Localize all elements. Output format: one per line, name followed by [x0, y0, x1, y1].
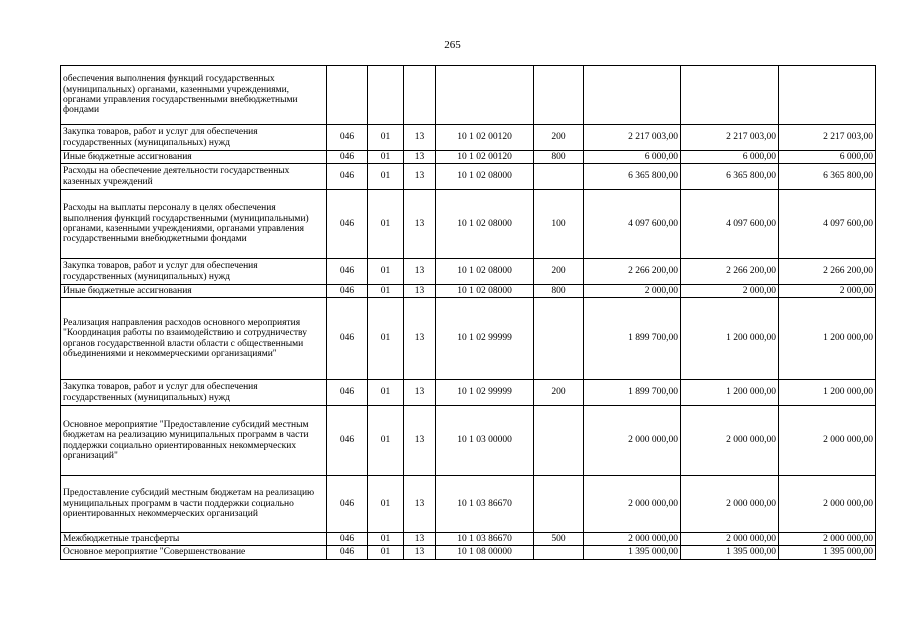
- subsection-code-cell: 13: [404, 164, 436, 190]
- section-code-cell: 01: [368, 164, 404, 190]
- department-code-cell: 046: [327, 164, 368, 190]
- subsection-code-cell: 13: [404, 259, 436, 285]
- expense-name-cell: Расходы на обеспечение деятельности государственных казенных учреждений: [61, 164, 327, 190]
- expense-name-cell: Иные бюджетные ассигнования: [61, 151, 327, 164]
- amount-year1-cell: 2 266 200,00: [584, 259, 681, 285]
- expense-type-cell: 800: [534, 151, 584, 164]
- expense-name-cell: Основное мероприятие "Предоставление субсидий местным бюджетам на реализацию муниципальных программ в части поддержки социально ориентированных некоммерческих организаций": [61, 406, 327, 476]
- department-code-cell: 046: [327, 190, 368, 259]
- expense-type-cell: 100: [534, 190, 584, 259]
- expense-type-cell: 200: [534, 125, 584, 151]
- section-code-cell: 01: [368, 125, 404, 151]
- target-article-cell: [436, 66, 534, 125]
- department-code-cell: 046: [327, 476, 368, 533]
- amount-year2-cell: 1 200 000,00: [681, 298, 779, 380]
- expense-name-cell: Закупка товаров, работ и услуг для обеспечения государственных (муниципальных) нужд: [61, 259, 327, 285]
- expense-name-cell: Закупка товаров, работ и услуг для обеспечения государственных (муниципальных) нужд: [61, 380, 327, 406]
- table-row: [61, 533, 876, 546]
- amount-year1-cell: [584, 66, 681, 125]
- subsection-code-cell: 13: [404, 406, 436, 476]
- amount-year1-cell: 1 899 700,00: [584, 380, 681, 406]
- amount-year3-cell: 2 000,00: [779, 285, 876, 298]
- section-code-cell: 01: [368, 151, 404, 164]
- amount-year2-cell: 1 395 000,00: [681, 546, 779, 560]
- amount-year2-cell: 2 000 000,00: [681, 406, 779, 476]
- budget-table: [60, 65, 876, 560]
- section-code-cell: 01: [368, 406, 404, 476]
- expense-type-cell: 500: [534, 533, 584, 546]
- expense-name-cell: Основное мероприятие "Совершенствование: [61, 546, 327, 560]
- amount-year2-cell: 6 365 800,00: [681, 164, 779, 190]
- department-code-cell: 046: [327, 298, 368, 380]
- amount-year3-cell: 6 000,00: [779, 151, 876, 164]
- amount-year3-cell: 1 395 000,00: [779, 546, 876, 560]
- table-row: [61, 125, 876, 151]
- budget-table-body: [61, 66, 876, 560]
- section-code-cell: 01: [368, 533, 404, 546]
- table-row: [61, 164, 876, 190]
- amount-year2-cell: 2 000,00: [681, 285, 779, 298]
- amount-year3-cell: 4 097 600,00: [779, 190, 876, 259]
- expense-type-cell: 800: [534, 285, 584, 298]
- expense-type-cell: 200: [534, 259, 584, 285]
- subsection-code-cell: 13: [404, 546, 436, 560]
- expense-type-cell: [534, 298, 584, 380]
- subsection-code-cell: 13: [404, 298, 436, 380]
- section-code-cell: 01: [368, 259, 404, 285]
- amount-year3-cell: 2 000 000,00: [779, 406, 876, 476]
- table-row: [61, 259, 876, 285]
- expense-name-cell: обеспечения выполнения функций государственных (муниципальных) органами, казенными учреждениями, органами управления государственными внебюджетными фондами: [61, 66, 327, 125]
- amount-year1-cell: 4 097 600,00: [584, 190, 681, 259]
- page-number: 265: [444, 39, 461, 51]
- table-row: [61, 546, 876, 560]
- expense-name-cell: Закупка товаров, работ и услуг для обеспечения государственных (муниципальных) нужд: [61, 125, 327, 151]
- expense-name-cell: Иные бюджетные ассигнования: [61, 285, 327, 298]
- table-row: [61, 66, 876, 125]
- target-article-cell: 10 1 02 00120: [436, 125, 534, 151]
- section-code-cell: [368, 66, 404, 125]
- table-row: [61, 380, 876, 406]
- target-article-cell: 10 1 02 08000: [436, 285, 534, 298]
- table-row: [61, 285, 876, 298]
- expense-name-cell: Реализация направления расходов основного мероприятия "Координация работы по взаимодействию и сотрудничеству органов государственной власти области с общественными объединениями и некоммерческими организациями": [61, 298, 327, 380]
- amount-year1-cell: 2 000,00: [584, 285, 681, 298]
- subsection-code-cell: 13: [404, 125, 436, 151]
- amount-year3-cell: 2 266 200,00: [779, 259, 876, 285]
- amount-year3-cell: 1 200 000,00: [779, 380, 876, 406]
- department-code-cell: 046: [327, 533, 368, 546]
- expense-name-cell: Расходы на выплаты персоналу в целях обеспечения выполнения функций государственными (муниципальными) органами, казенными учреждениями, органами управления государственными внебюджетными фондами: [61, 190, 327, 259]
- subsection-code-cell: 13: [404, 190, 436, 259]
- department-code-cell: 046: [327, 406, 368, 476]
- amount-year3-cell: 2 000 000,00: [779, 533, 876, 546]
- amount-year3-cell: 6 365 800,00: [779, 164, 876, 190]
- amount-year2-cell: [681, 66, 779, 125]
- amount-year1-cell: 2 000 000,00: [584, 533, 681, 546]
- department-code-cell: 046: [327, 546, 368, 560]
- amount-year1-cell: 2 000 000,00: [584, 476, 681, 533]
- section-code-cell: 01: [368, 546, 404, 560]
- expense-type-cell: [534, 164, 584, 190]
- target-article-cell: 10 1 02 08000: [436, 259, 534, 285]
- amount-year3-cell: 2 000 000,00: [779, 476, 876, 533]
- amount-year1-cell: 6 365 800,00: [584, 164, 681, 190]
- subsection-code-cell: 13: [404, 533, 436, 546]
- department-code-cell: 046: [327, 151, 368, 164]
- amount-year2-cell: 4 097 600,00: [681, 190, 779, 259]
- amount-year1-cell: 2 217 003,00: [584, 125, 681, 151]
- section-code-cell: 01: [368, 298, 404, 380]
- amount-year2-cell: 1 200 000,00: [681, 380, 779, 406]
- department-code-cell: 046: [327, 285, 368, 298]
- expense-name-cell: Межбюджетные трансферты: [61, 533, 327, 546]
- table-row: [61, 190, 876, 259]
- table-row: [61, 406, 876, 476]
- amount-year2-cell: 6 000,00: [681, 151, 779, 164]
- section-code-cell: 01: [368, 285, 404, 298]
- amount-year2-cell: 2 000 000,00: [681, 476, 779, 533]
- subsection-code-cell: 13: [404, 476, 436, 533]
- amount-year1-cell: 1 899 700,00: [584, 298, 681, 380]
- subsection-code-cell: 13: [404, 380, 436, 406]
- subsection-code-cell: 13: [404, 151, 436, 164]
- target-article-cell: 10 1 02 99999: [436, 380, 534, 406]
- target-article-cell: 10 1 03 00000: [436, 406, 534, 476]
- expense-type-cell: 200: [534, 380, 584, 406]
- expense-type-cell: [534, 406, 584, 476]
- target-article-cell: 10 1 02 00120: [436, 151, 534, 164]
- expense-type-cell: [534, 476, 584, 533]
- amount-year1-cell: 2 000 000,00: [584, 406, 681, 476]
- expense-type-cell: [534, 66, 584, 125]
- target-article-cell: 10 1 02 08000: [436, 190, 534, 259]
- target-article-cell: 10 1 03 86670: [436, 476, 534, 533]
- amount-year1-cell: 6 000,00: [584, 151, 681, 164]
- subsection-code-cell: 13: [404, 285, 436, 298]
- target-article-cell: 10 1 02 08000: [436, 164, 534, 190]
- amount-year2-cell: 2 217 003,00: [681, 125, 779, 151]
- amount-year1-cell: 1 395 000,00: [584, 546, 681, 560]
- section-code-cell: 01: [368, 190, 404, 259]
- amount-year3-cell: 2 217 003,00: [779, 125, 876, 151]
- target-article-cell: 10 1 02 99999: [436, 298, 534, 380]
- target-article-cell: 10 1 08 00000: [436, 546, 534, 560]
- department-code-cell: 046: [327, 125, 368, 151]
- section-code-cell: 01: [368, 476, 404, 533]
- table-row: [61, 476, 876, 533]
- section-code-cell: 01: [368, 380, 404, 406]
- expense-name-cell: Предоставление субсидий местным бюджетам на реализацию муниципальных программ в части поддержки социально ориентированных некоммерческих организаций: [61, 476, 327, 533]
- amount-year2-cell: 2 000 000,00: [681, 533, 779, 546]
- target-article-cell: 10 1 03 86670: [436, 533, 534, 546]
- amount-year3-cell: 1 200 000,00: [779, 298, 876, 380]
- table-row: [61, 298, 876, 380]
- amount-year2-cell: 2 266 200,00: [681, 259, 779, 285]
- subsection-code-cell: [404, 66, 436, 125]
- amount-year3-cell: [779, 66, 876, 125]
- expense-type-cell: [534, 546, 584, 560]
- department-code-cell: 046: [327, 380, 368, 406]
- department-code-cell: [327, 66, 368, 125]
- department-code-cell: 046: [327, 259, 368, 285]
- table-row: [61, 151, 876, 164]
